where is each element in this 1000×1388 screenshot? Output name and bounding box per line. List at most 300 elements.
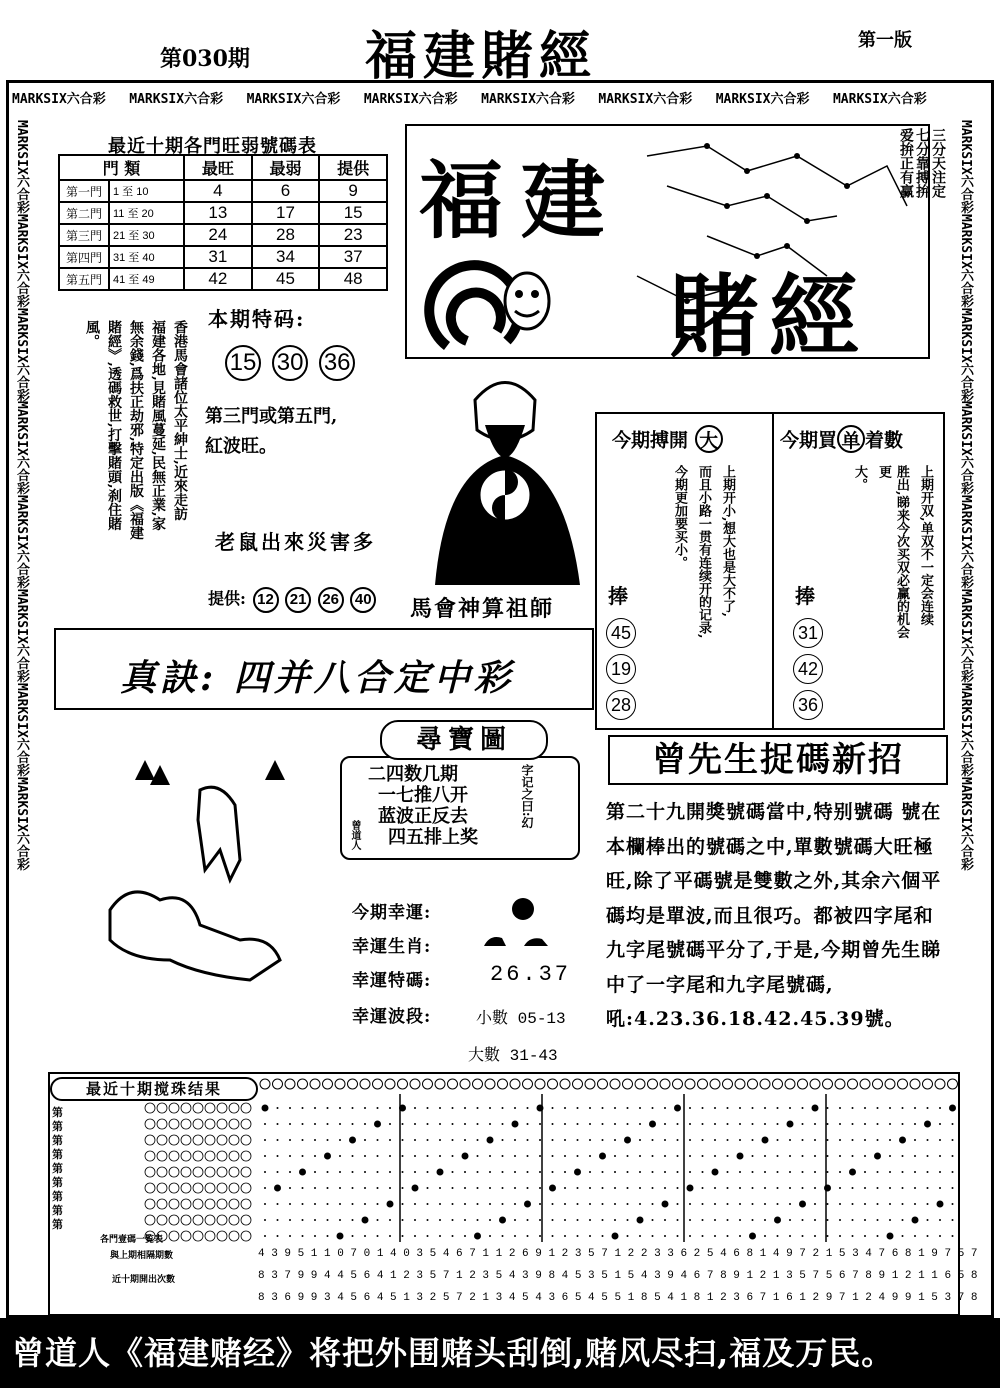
grid-ball-outline: [229, 1199, 239, 1209]
grid-ball-outline: [229, 1103, 239, 1113]
grid-ball-outline: [157, 1167, 167, 1177]
grid-dot: [839, 1219, 841, 1221]
grid-dot: [764, 1107, 766, 1109]
grid-dot: [614, 1203, 616, 1205]
ball-header-icon: [648, 1079, 658, 1089]
poem-line: 蓝波正反去: [378, 806, 468, 827]
ball-header-icon: [548, 1079, 558, 1089]
lucky-wave-label: 幸運波段:: [352, 1007, 432, 1027]
story-column: 賭經》,透碼救世,打擊賭頭,刹住賭: [106, 320, 122, 531]
grid-dot: [402, 1171, 404, 1173]
provide-number: 21: [285, 587, 311, 613]
ball-header-icon: [735, 1079, 745, 1089]
max-cell: 13: [184, 202, 252, 224]
ball-header-icon: [473, 1079, 483, 1089]
row-label: 第: [52, 1204, 63, 1217]
masthead-title: 福建賭經: [365, 26, 598, 87]
grid-dot: [427, 1219, 429, 1221]
grid-dot: [477, 1123, 479, 1125]
grid-dot: [802, 1187, 804, 1189]
grid-ball-outline: [193, 1103, 203, 1113]
grid-dot: [852, 1107, 854, 1109]
grid-dot: [439, 1203, 441, 1205]
grid-dot: [752, 1139, 754, 1141]
grid-ball-outline: [241, 1167, 251, 1177]
grid-dot: [514, 1171, 516, 1173]
grid-dot: [477, 1107, 479, 1109]
grid-dot: [389, 1139, 391, 1141]
grid-dot: [664, 1219, 666, 1221]
grid-dot: [464, 1235, 466, 1237]
min-cell: 45: [252, 268, 320, 290]
ball-header-icon: [410, 1079, 420, 1089]
grid-dot: [427, 1123, 429, 1125]
grid-dot: [264, 1155, 266, 1157]
grid-dot: [677, 1123, 679, 1125]
grid-dot: [762, 1137, 769, 1144]
grid-dot: [814, 1235, 816, 1237]
ball-header-icon: [348, 1079, 358, 1089]
grid-dot: [499, 1217, 506, 1224]
grid-dot: [277, 1123, 279, 1125]
grid-dot: [277, 1171, 279, 1173]
grid-dot: [652, 1187, 654, 1189]
grid-dot: [489, 1123, 491, 1125]
grid-dot: [462, 1153, 469, 1160]
grid-dot: [274, 1185, 281, 1192]
big-numbers: [606, 618, 636, 720]
grid-dot: [452, 1235, 454, 1237]
single-text: [850, 465, 934, 645]
grid-dot: [689, 1171, 691, 1173]
grid-dot: [914, 1139, 916, 1141]
grid-dot: [864, 1235, 866, 1237]
grid-dot: [927, 1155, 929, 1157]
banner-item: MARKSIX六合彩: [14, 213, 29, 308]
banner-item: MARKSIX六合彩: [363, 92, 458, 107]
grid-dot: [714, 1155, 716, 1157]
table-row: [59, 224, 387, 246]
grid-dot: [477, 1171, 479, 1173]
grid-dot: [727, 1107, 729, 1109]
grid-dot: [864, 1107, 866, 1109]
grid-dot: [577, 1219, 579, 1221]
grid-dot: [612, 1233, 619, 1240]
ball-header-icon: [260, 1079, 270, 1089]
grid-dot: [814, 1203, 816, 1205]
grid-dot: [589, 1155, 591, 1157]
lucky-zodiac-label: 幸運生肖:: [352, 937, 432, 957]
banner-item: MARKSIX六合彩: [14, 120, 29, 214]
banner-item: MARKSIX六合彩: [832, 92, 927, 107]
grid-dot: [702, 1155, 704, 1157]
grid-dot: [262, 1105, 269, 1112]
grid-dot: [589, 1171, 591, 1173]
grid-dot: [752, 1123, 754, 1125]
grid-dot: [339, 1203, 341, 1205]
banner-item: MARKSIX六合彩: [958, 401, 973, 496]
grid-dot: [727, 1123, 729, 1125]
grid-dot: [602, 1219, 604, 1221]
big-peng-label: 捧: [608, 584, 628, 608]
grid-dot: [439, 1107, 441, 1109]
ball-header-icon: [910, 1079, 920, 1089]
grid-dot: [864, 1123, 866, 1125]
grid-dot: [514, 1107, 516, 1109]
treasure-side-note: 字记之曰:幻: [520, 764, 534, 829]
grid-dot: [827, 1123, 829, 1125]
grid-dot: [814, 1123, 816, 1125]
min-cell: 34: [252, 246, 320, 268]
grid-dot: [577, 1203, 579, 1205]
grid-dot: [514, 1155, 516, 1157]
grid-dot: [377, 1139, 379, 1141]
grid-dot: [614, 1219, 616, 1221]
big-text-column: 上期开小,想大也是大不了,: [720, 465, 735, 618]
grid-dot: [314, 1187, 316, 1189]
grid-dot: [702, 1171, 704, 1173]
grid-dot: [464, 1107, 466, 1109]
row-label: 第: [52, 1106, 63, 1119]
grid-dot: [412, 1185, 419, 1192]
banner-item: MARKSIX六合彩: [14, 682, 29, 777]
grid-ball-outline: [169, 1151, 179, 1161]
grid-dot: [827, 1107, 829, 1109]
grid-dot: [839, 1107, 841, 1109]
grid-dot: [789, 1171, 791, 1173]
grid-dot: [364, 1155, 366, 1157]
grid-dot: [264, 1139, 266, 1141]
results-title: 最近十期搅珠结果: [50, 1077, 258, 1101]
grid-dot: [377, 1171, 379, 1173]
small-range: 05-13: [517, 1010, 566, 1028]
grid-ball-outline: [145, 1119, 155, 1129]
grid-dot: [864, 1139, 866, 1141]
table-row: [59, 268, 387, 290]
grid-dot: [627, 1123, 629, 1125]
grid-dot: [727, 1139, 729, 1141]
grid-dot: [502, 1155, 504, 1157]
grid-dot: [864, 1187, 866, 1189]
grid-dot: [314, 1219, 316, 1221]
ball-header-icon: [623, 1079, 633, 1089]
grid-dot: [464, 1203, 466, 1205]
grid-dot: [689, 1219, 691, 1221]
grid-dot: [502, 1139, 504, 1141]
grid-dot: [352, 1171, 354, 1173]
story-column: 香港馬會諸位太平紳士,近來走訪: [172, 320, 188, 521]
grid-dot: [777, 1203, 779, 1205]
grid-dot: [664, 1187, 666, 1189]
row-label: 第: [52, 1176, 63, 1189]
grid-dot: [289, 1171, 291, 1173]
grid-dot: [614, 1187, 616, 1189]
grid-dot: [539, 1155, 541, 1157]
grid-dot: [914, 1235, 916, 1237]
grid-dot: [577, 1123, 579, 1125]
ball-header-icon: [460, 1079, 470, 1089]
grid-dot: [439, 1219, 441, 1221]
grid-dot: [639, 1171, 641, 1173]
ball-header-icon: [835, 1079, 845, 1089]
grid-dot: [714, 1107, 716, 1109]
grid-dot: [939, 1107, 941, 1109]
grid-dot: [574, 1169, 581, 1176]
grid-dot: [537, 1105, 544, 1112]
big-text: [670, 465, 736, 645]
grid-dot: [314, 1139, 316, 1141]
grid-dot: [377, 1219, 379, 1221]
grid-dot: [589, 1235, 591, 1237]
ball-header-icon: [848, 1079, 858, 1089]
grid-dot: [952, 1187, 954, 1189]
poem-line: 四五排上奖: [388, 827, 478, 848]
grid-dot: [502, 1235, 504, 1237]
logo-panel: [405, 124, 930, 359]
grid-dot: [339, 1139, 341, 1141]
grid-dot: [277, 1155, 279, 1157]
grid-dot: [677, 1235, 679, 1237]
grid-ball-outline: [181, 1183, 191, 1193]
grid-ball-outline: [145, 1151, 155, 1161]
grid-dot: [912, 1217, 919, 1224]
results-line: 4 3 9 5 1 1 0 7 0 1 4 0 3 5 4 6 7 1 1 2 6 9 1 2 3 5 7 1 2 2 3 3 6 2 5 4 6 8 1 4 9 7 2 1 5 3 4 7 6 8 1 9 7 5 7: [258, 1248, 978, 1260]
grid-dot: [739, 1235, 741, 1237]
grid-dot: [389, 1107, 391, 1109]
grid-dot: [814, 1219, 816, 1221]
grid-dot: [364, 1203, 366, 1205]
grid-dot: [389, 1155, 391, 1157]
grid-dot: [952, 1155, 954, 1157]
grid-dot: [877, 1235, 879, 1237]
grid-dot: [852, 1235, 854, 1237]
grid-dot: [452, 1139, 454, 1141]
grid-ball-outline: [205, 1199, 215, 1209]
grid-dot: [639, 1107, 641, 1109]
grid-ball-outline: [193, 1167, 203, 1177]
grid-dot: [839, 1171, 841, 1173]
table-row: [59, 246, 387, 268]
grid-ball-outline: [193, 1119, 203, 1129]
ball-header-icon: [685, 1079, 695, 1089]
grid-dot: [362, 1217, 369, 1224]
grid-dot: [677, 1219, 679, 1221]
grid-dot: [477, 1155, 479, 1157]
grid-dot: [614, 1123, 616, 1125]
hint-line: 第三門或第五門,: [205, 406, 338, 427]
ball-header-icon: [760, 1079, 770, 1089]
grid-dot: [402, 1219, 404, 1221]
grid-dot: [727, 1171, 729, 1173]
grid-dot: [639, 1155, 641, 1157]
banner-item: MARKSIX六合彩: [958, 213, 973, 308]
ball-header-icon: [773, 1079, 783, 1089]
grid-dot: [852, 1123, 854, 1125]
grid-dot: [327, 1235, 329, 1237]
grid-ball-outline: [169, 1103, 179, 1113]
pick-cell: 37: [319, 246, 387, 268]
grid-ball-outline: [217, 1183, 227, 1193]
grid-dot: [652, 1171, 654, 1173]
grid-ball-outline: [169, 1199, 179, 1209]
tseng-title: 曾先生捉碼新招: [608, 735, 948, 785]
grid-dot: [952, 1219, 954, 1221]
grid-dot: [414, 1171, 416, 1173]
treasure-poem: [368, 764, 478, 848]
grid-dot: [752, 1171, 754, 1173]
grid-dot: [914, 1187, 916, 1189]
grid-dot: [302, 1203, 304, 1205]
grid-dot: [702, 1235, 704, 1237]
grid-dot: [339, 1123, 341, 1125]
grid-dot: [902, 1171, 904, 1173]
grid-dot: [627, 1171, 629, 1173]
grid-dot: [452, 1219, 454, 1221]
grid-dot: [489, 1203, 491, 1205]
grid-dot: [927, 1187, 929, 1189]
banner-item: MARKSIX六合彩: [14, 776, 29, 871]
grid-dot: [364, 1139, 366, 1141]
column-header: 最弱: [252, 155, 320, 180]
grid-dot: [939, 1139, 941, 1141]
grid-dot: [552, 1235, 554, 1237]
grid-dot: [264, 1203, 266, 1205]
grid-dot: [764, 1219, 766, 1221]
grid-dot: [714, 1203, 716, 1205]
grid-dot: [627, 1203, 629, 1205]
grid-dot: [527, 1235, 529, 1237]
ball-header-icon: [435, 1079, 445, 1089]
grid-dot: [839, 1155, 841, 1157]
grid-dot: [452, 1107, 454, 1109]
max-cell: 31: [184, 246, 252, 268]
grid-dot: [689, 1203, 691, 1205]
grid-dot: [552, 1203, 554, 1205]
ball-header-icon: [373, 1079, 383, 1089]
grid-ball-outline: [181, 1199, 191, 1209]
grid-dot: [677, 1139, 679, 1141]
grid-dot: [827, 1155, 829, 1157]
grid-dot: [812, 1105, 819, 1112]
grid-dot: [764, 1203, 766, 1205]
grid-dot: [614, 1107, 616, 1109]
grid-dot: [652, 1235, 654, 1237]
door-cell: 第五門: [59, 268, 109, 290]
big-head-text: 今期搏開: [612, 429, 689, 452]
grid-dot: [864, 1155, 866, 1157]
row-label: 第: [52, 1134, 63, 1147]
grid-dot: [477, 1187, 479, 1189]
ball-header-icon: [448, 1079, 458, 1089]
marksix-banner-top: [12, 88, 988, 116]
grid-dot: [889, 1107, 891, 1109]
banner-item: MARKSIX六合彩: [14, 495, 29, 589]
special-number: 36: [319, 345, 355, 381]
grid-dot: [664, 1171, 666, 1173]
small-label: 小數: [476, 1010, 509, 1028]
grid-dot: [639, 1123, 641, 1125]
grid-dot: [902, 1155, 904, 1157]
grid-dot: [739, 1139, 741, 1141]
grid-dot: [402, 1187, 404, 1189]
grid-dot: [739, 1171, 741, 1173]
single-heading: [780, 425, 903, 453]
grid-dot: [702, 1123, 704, 1125]
grid-dot: [889, 1139, 891, 1141]
grid-ball-outline: [193, 1135, 203, 1145]
grid-ball-outline: [157, 1119, 167, 1129]
grid-dot: [389, 1187, 391, 1189]
column-header: 提供: [319, 155, 387, 180]
ball-header-icon: [885, 1079, 895, 1089]
grid-dot: [777, 1171, 779, 1173]
grid-dot: [339, 1187, 341, 1189]
grid-dot: [352, 1107, 354, 1109]
grid-dot: [802, 1219, 804, 1221]
grid-dot: [477, 1219, 479, 1221]
grid-dot: [402, 1139, 404, 1141]
grid-dot: [914, 1107, 916, 1109]
grid-ball-outline: [229, 1135, 239, 1145]
min-cell: 6: [252, 180, 320, 202]
grid-dot: [514, 1219, 516, 1221]
grid-dot: [827, 1235, 829, 1237]
grid-dot: [477, 1203, 479, 1205]
rat-proverb: 老鼠出來災害多: [215, 530, 376, 554]
grid-dot: [437, 1169, 444, 1176]
grid-dot: [789, 1107, 791, 1109]
grid-dot: [652, 1219, 654, 1221]
grid-dot: [627, 1155, 629, 1157]
grid-dot: [702, 1203, 704, 1205]
grid-dot: [577, 1107, 579, 1109]
logo-title-top: 福建: [419, 151, 624, 250]
grid-dot: [364, 1187, 366, 1189]
grid-dot: [289, 1219, 291, 1221]
grid-dot: [552, 1155, 554, 1157]
ball-header-icon: [873, 1079, 883, 1089]
ball-header-icon: [398, 1079, 408, 1089]
grid-dot: [414, 1203, 416, 1205]
grid-dot: [314, 1155, 316, 1157]
grid-dot: [264, 1171, 266, 1173]
grid-dot: [589, 1139, 591, 1141]
grid-dot: [364, 1235, 366, 1237]
grid-dot: [289, 1187, 291, 1189]
grid-dot: [927, 1235, 929, 1237]
min-cell: 28: [252, 224, 320, 246]
grid-ball-outline: [205, 1183, 215, 1193]
grid-dot: [802, 1139, 804, 1141]
grid-dot: [939, 1123, 941, 1125]
grid-dot: [689, 1155, 691, 1157]
grid-dot: [602, 1187, 604, 1189]
ball-header-icon: [585, 1079, 595, 1089]
banner-item: MARKSIX六合彩: [14, 588, 29, 683]
grid-dot: [752, 1107, 754, 1109]
lucky-luck-label: 今期幸運:: [352, 903, 432, 923]
grid-dot: [427, 1139, 429, 1141]
grid-ball-outline: [241, 1199, 251, 1209]
grid-dot: [824, 1185, 831, 1192]
grid-dot: [477, 1139, 479, 1141]
grid-dot: [727, 1235, 729, 1237]
grid-dot: [637, 1217, 644, 1224]
grid-dot: [777, 1155, 779, 1157]
grid-dot: [464, 1139, 466, 1141]
grid-dot: [302, 1235, 304, 1237]
grid-dot: [452, 1203, 454, 1205]
